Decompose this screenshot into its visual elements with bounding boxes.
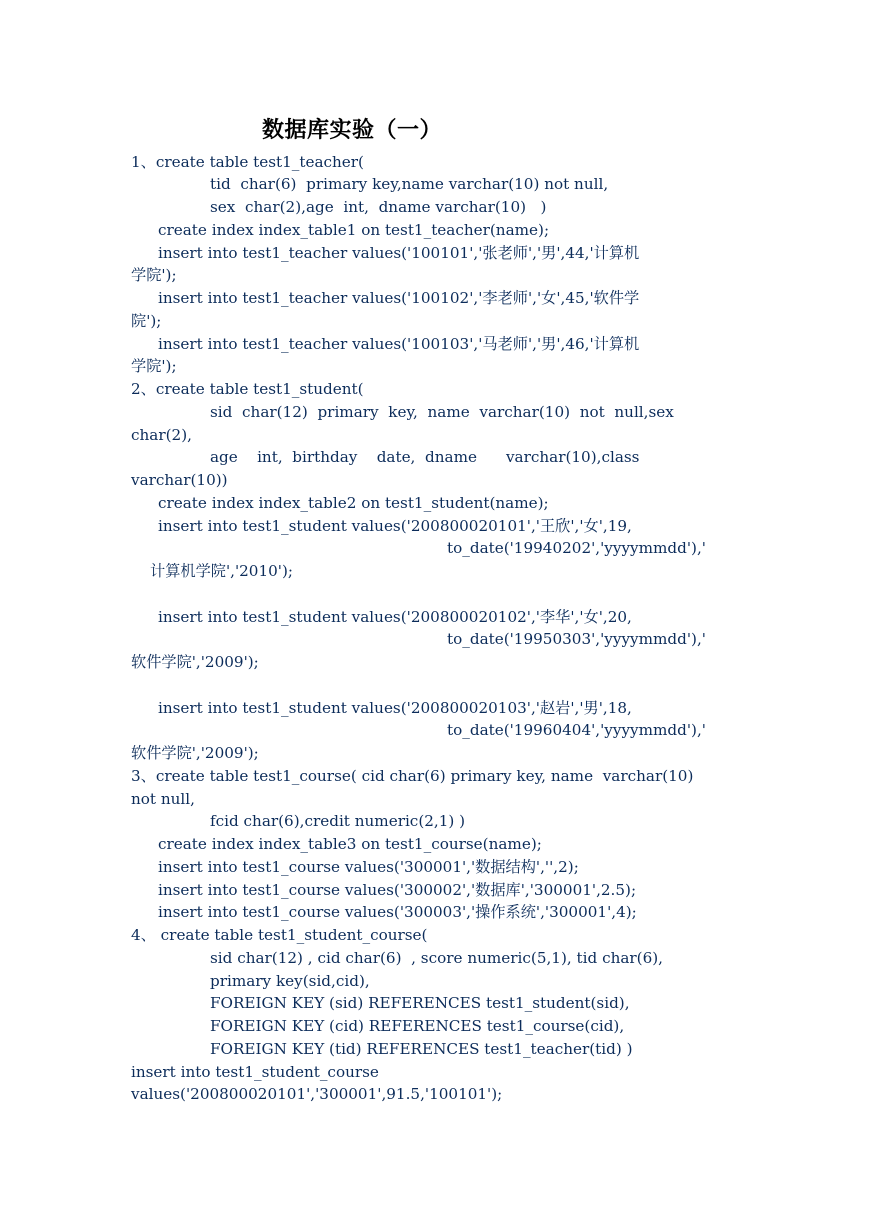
text-line: insert into test1_student values('200800020103','赵岩','男',18,	[158, 699, 632, 717]
text-line: FOREIGN KEY (cid) REFERENCES test1_course(cid),	[210, 1017, 625, 1035]
text-line: varchar(10))	[131, 471, 228, 489]
text-line: insert into test1_course values('300001','数据结构','',2);	[158, 858, 579, 876]
text-line: insert into test1_course values('300002','数据库','300001',2.5);	[158, 881, 637, 899]
text-line: FOREIGN KEY (tid) REFERENCES test1_teacher(tid) )	[210, 1040, 633, 1058]
text-line: 计算机学院','2010');	[150, 562, 293, 580]
text-line: to_date('19950303','yyyymmdd'),'	[447, 630, 706, 648]
text-line: 4、 create table test1_student_course(	[131, 926, 428, 944]
text-line: 学院');	[131, 357, 177, 375]
text-line: insert into test1_teacher values('100103','马老师','男',46,'计算机	[158, 335, 640, 353]
document-title: 数据库实验（一）	[262, 118, 443, 143]
text-line: create index index_table3 on test1_course(name);	[158, 835, 542, 853]
text-line: insert into test1_teacher values('100101','张老师','男',44,'计算机	[158, 244, 640, 262]
text-line: FOREIGN KEY (sid) REFERENCES test1_student(sid),	[210, 994, 630, 1012]
text-line: insert into test1_student values('200800020102','李华','女',20,	[158, 608, 632, 626]
text-line: fcid char(6),credit numeric(2,1) )	[210, 812, 466, 830]
text-line: age int, birthday date, dname varchar(10),class	[210, 448, 640, 466]
text-line: to_date('19960404','yyyymmdd'),'	[447, 721, 706, 739]
text-line: sex char(2),age int, dname varchar(10) )	[210, 198, 547, 216]
text-line: 软件学院','2009');	[131, 653, 259, 671]
text-line: not null,	[131, 790, 195, 808]
text-line: create index index_table2 on test1_student(name);	[158, 494, 549, 512]
text-line: sid char(12) , cid char(6) , score numeric(5,1), tid char(6),	[210, 949, 664, 967]
text-line: primary key(sid,cid),	[210, 972, 370, 990]
text-line: insert into test1_student_course	[131, 1063, 379, 1081]
text-line: create index index_table1 on test1_teacher(name);	[158, 221, 550, 239]
text-line: sid char(12) primary key, name varchar(10) not null,sex	[210, 403, 674, 421]
text-line: 3、create table test1_course( cid char(6) primary key, name varchar(10)	[131, 767, 694, 785]
text-line: to_date('19940202','yyyymmdd'),'	[447, 539, 706, 557]
text-line: 2、create table test1_student(	[131, 380, 364, 398]
text-line: 学院');	[131, 266, 177, 284]
text-line: values('200800020101','300001',91.5,'100101');	[131, 1085, 503, 1103]
text-line: tid char(6) primary key,name varchar(10) not null,	[210, 175, 609, 193]
text-line: 院');	[131, 312, 162, 330]
text-line: char(2),	[131, 426, 192, 444]
text-line: insert into test1_student values('200800020101','王欣','女',19,	[158, 517, 632, 535]
text-line: 1、create table test1_teacher(	[131, 153, 364, 171]
text-line: insert into test1_teacher values('100102','李老师','女',45,'软件学	[158, 289, 640, 307]
text-line: insert into test1_course values('300003','操作系统','300001',4);	[158, 903, 637, 921]
text-line: 软件学院','2009');	[131, 744, 259, 762]
